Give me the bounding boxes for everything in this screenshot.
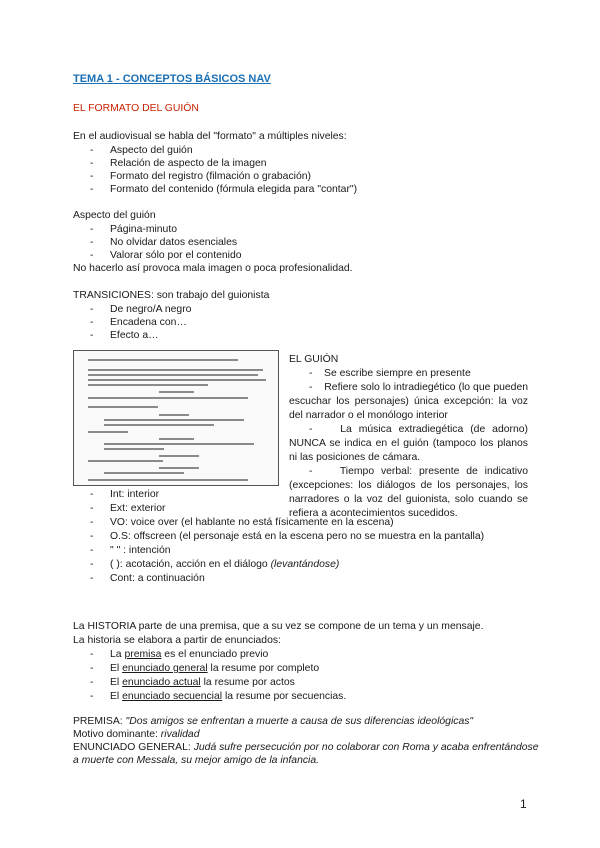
guion-bullet: - Se escribe siempre en presente — [309, 368, 471, 379]
historia-text: La historia se elabora a partir de enunciados: — [73, 635, 281, 646]
list-item: - De negro/A negro — [90, 304, 192, 315]
list-item: - Página-minuto — [90, 224, 178, 235]
guion-bullet: - Tiempo verbal: presente de indicativo (excepciones: los diálogos de los personajes, los narradores o la voz del guionista, solo cuando se refiera a acontecimientos sucedidos. — [289, 466, 528, 519]
script-page-thumbnail — [73, 350, 279, 486]
list-item: - Cont: a continuación — [90, 573, 205, 584]
section-heading: EL FORMATO DEL GUIÓN — [73, 103, 199, 114]
intro-text: En el audiovisual se habla del "formato" a múltiples niveles: — [73, 131, 347, 142]
premisa-line: PREMISA: "Dos amigos se enfrentan a muerte a causa de sus diferencias ideológicas" — [73, 716, 474, 727]
list-item: - Encadena con… — [90, 317, 187, 328]
list-item: - El enunciado actual la resume por actos — [90, 677, 295, 688]
list-item: - Valorar sólo por el contenido — [90, 250, 242, 261]
page-title: TEMA 1 - CONCEPTOS BÁSICOS NAV — [73, 73, 271, 85]
list-item: - Int: interior — [90, 489, 160, 500]
list-item: - El enunciado general la resume por completo — [90, 663, 320, 674]
list-item: - VO: voice over (el hablante no está físicamente en la escena) — [90, 517, 394, 528]
guion-bullet: - La música extradiegética (de adorno) NUNCA se indica en el guión (tampoco los planos ni las posiciones de cámara. — [289, 424, 528, 463]
motivo-line: Motivo dominante: rivalidad — [73, 729, 200, 740]
list-item: - La premisa es el enunciado previo — [90, 649, 269, 660]
guion-bullet: - Refiere solo lo intradiegético (lo que pueden escuchar los personajes) única excepción: la voz del narrador o el monólogo interior — [289, 382, 529, 421]
enunciado-line: ENUNCIADO GENERAL: Judá sufre persecución por no colaborar con Roma y acaba enfrentándose — [73, 742, 539, 753]
aspect-note: No hacerlo así provoca mala imagen o poca profesionalidad. — [73, 263, 353, 274]
historia-text: La HISTORIA parte de una premisa, que a su vez se compone de un tema y un mensaje. — [73, 621, 484, 632]
list-item: - Ext: exterior — [90, 503, 166, 514]
list-item: - ( ): acotación, acción en el diálogo (levantándose) — [90, 559, 340, 570]
list-item: - Relación de aspecto de la imagen — [90, 158, 267, 169]
list-item: - " " : intención — [90, 545, 171, 556]
list-item: - O.S: offscreen (el personaje está en la escena pero no se muestra en la pantalla) — [90, 531, 485, 542]
list-item: - Formato del contenido (fórmula elegida para "contar") — [90, 184, 358, 195]
enunciado-line: a muerte con Messala, su mejor amigo de la infancia. — [73, 755, 320, 766]
page-number: 1 — [520, 797, 527, 811]
list-item: - El enunciado secuencial la resume por secuencias. — [90, 691, 347, 702]
list-item: - Formato del registro (filmación o grabación) — [90, 171, 311, 182]
guion-heading: EL GUIÓN — [289, 354, 339, 365]
guion-section — [289, 353, 528, 521]
list-item: - No olvidar datos esenciales — [90, 237, 238, 248]
list-item: - Efecto a… — [90, 330, 159, 341]
list-item: - Aspecto del guión — [90, 145, 193, 156]
transitions-heading: TRANSICIONES: son trabajo del guionista — [73, 290, 270, 301]
aspect-heading: Aspecto del guión — [73, 210, 156, 221]
